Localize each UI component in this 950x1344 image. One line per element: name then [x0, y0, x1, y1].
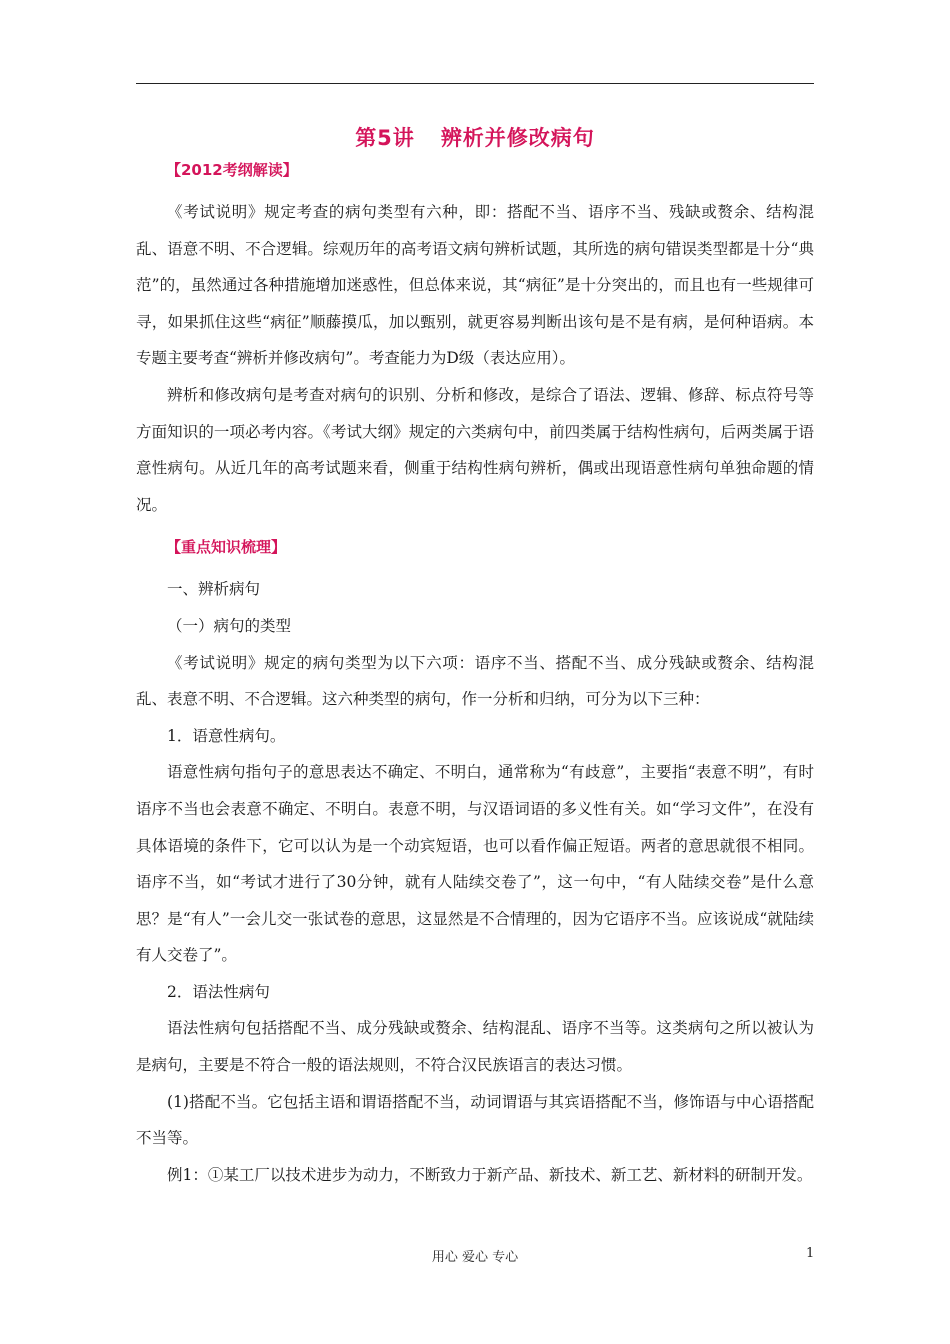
section-heading-syllabus: 【2012考纲解读】 — [166, 161, 298, 179]
document-body — [136, 158, 814, 1193]
paragraph-7: 语意性病句指句子的意思表达不确定、不明白，通常称为“有歧意”，主要指“表意不明”，有时语序不当也会表意不确定、不明白。表意不明，与汉语词语的多义性有关。如“学习文件”，在没有具体语境的条件下，它可以认为是一个动宾短语，也可以看作偏正短语。两者的意思就很不相同。语序不当，如“考试才进行了30分钟，就有人陆续交卷了”，这一句中，“有人陆续交卷”是什么意思？是“有人”一会儿交一张试卷的意思，这显然是不合情理的，因为它语序不当。应该说成“就陆续有人交卷了”。 — [136, 763, 814, 965]
page-title — [136, 122, 814, 152]
header-rule — [136, 83, 814, 84]
heading-semantic: 1．语意性病句。 — [167, 726, 286, 745]
footer-motto: 用心 爱心 专心 — [431, 1250, 519, 1265]
title-topic: 辨析并修改病句 — [440, 126, 595, 150]
heading-analyze: 一、辨析病句 — [167, 580, 261, 599]
paragraph-10: (1)搭配不当。它包括主语和谓语搭配不当，动词谓语与其宾语搭配不当，修饰语与中心语搭配不当等。 — [136, 1092, 814, 1148]
paragraph-5: 《考试说明》规定的病句类型为以下六项：语序不当、搭配不当、成分残缺或赘余、结构混乱、表意不明、不合逻辑。这六种类型的病句，作一分析和归纳，可分为以下三种： — [136, 653, 814, 709]
heading-grammar: 2．语法性病句 — [167, 982, 270, 1001]
section-heading-knowledge: 【重点知识梳理】 — [166, 538, 287, 557]
paragraph-1: 《考试说明》规定考查的病句类型有六种，即：搭配不当、语序不当、残缺或赘余、结构混乱、语意不明、不合逻辑。综观历年的高考语文病句辨析试题，其所选的病句错误类型都是十分“典范”的，虽然通过各种措施增加迷惑性，但总体来说，其“病征”是十分突出的，而且也有一些规律可寻，如果抓住这些“病征”顺藤摸瓜，加以甄别，就更容易判断出该句是不是有病，是何种语病。本专题主要考查“辨析并修改病句”。考查能力为D级（表达应用）。 — [136, 203, 814, 368]
title-lecture-number: 第5讲 — [355, 126, 415, 150]
page-number: 1 — [806, 1246, 815, 1261]
heading-types: （一）病句的类型 — [167, 616, 292, 635]
paragraph-9: 语法性病句包括搭配不当、成分残缺或赘余、结构混乱、语序不当等。这类病句之所以被认为是病句，主要是不符合一般的语法规则，不符合汉民族语言的表达习惯。 — [136, 1019, 814, 1075]
paragraph-11: 例1：①某工厂以技术进步为动力，不断致力于新产品、新技术、新工艺、新材料的研制开发。 — [167, 1165, 813, 1184]
paragraph-2: 辨析和修改病句是考查对病句的识别、分析和修改，是综合了语法、逻辑、修辞、标点符号等方面知识的一项必考内容。《考试大纲》规定的六类病句中，前四类属于结构性病句，后两类属于语意性病句。从近几年的高考试题来看，侧重于结构性病句辨析，偶或出现语意性病句单独命题的情况。 — [136, 385, 814, 514]
